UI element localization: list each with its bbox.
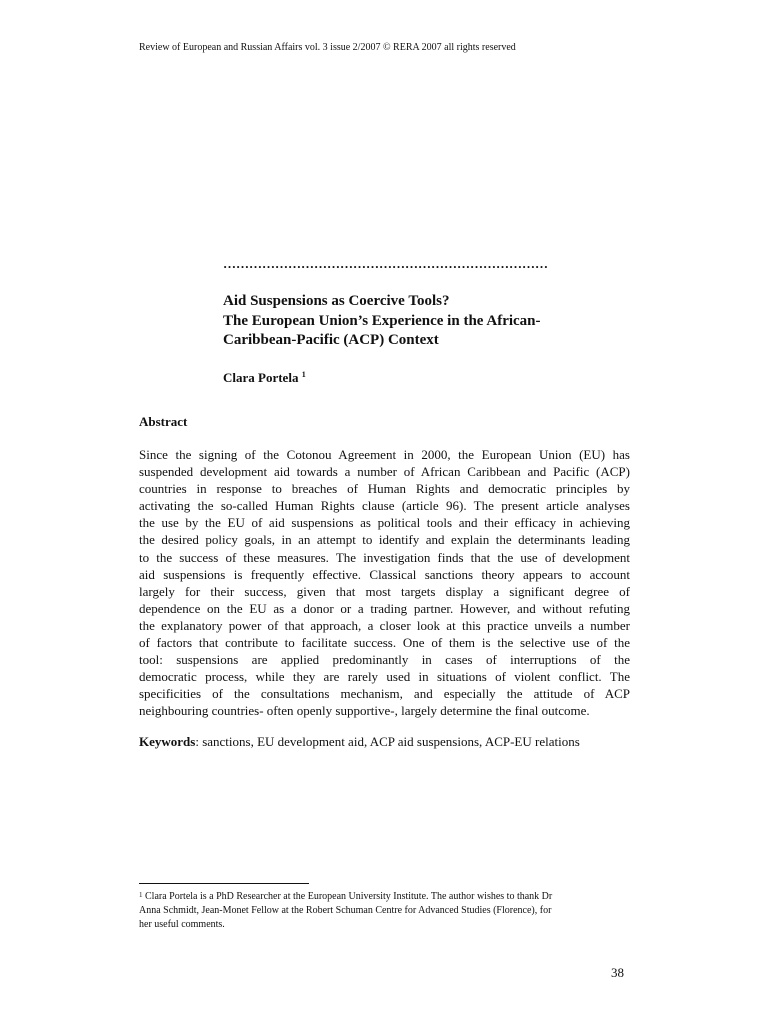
dotted-separator: ………………………………………………………………… <box>223 256 548 271</box>
author-footnote-mark[interactable]: 1 <box>301 369 306 379</box>
abstract-line: activating the so-called Human Rights clause (article 96). The present article analyses <box>139 498 630 514</box>
page-number: 38 <box>611 965 624 980</box>
abstract-line: the use by the EU of aid suspensions as political tools and their efficacy in achieving <box>139 515 630 531</box>
title-block <box>223 256 643 386</box>
abstract-body <box>139 446 630 720</box>
footnote-line <box>139 890 630 904</box>
footnote-text: Clara Portela is a PhD Researcher at the European University Institute. The author wishes to thank Dr <box>142 891 553 902</box>
footnote-line: her useful comments. <box>139 919 225 930</box>
footnote <box>139 890 630 932</box>
abstract-line: the desired policy goals, in an attempt to identify and explain the determinants leading <box>139 532 630 548</box>
author-name: Clara Portela <box>223 369 299 385</box>
abstract-line: aid suspensions is frequently effective. Classical sanctions theory appears to account <box>139 566 630 582</box>
keywords-text: : sanctions, EU development aid, ACP aid suspensions, ACP-EU relations <box>195 734 580 749</box>
title-line: Caribbean-Pacific (ACP) Context <box>223 332 439 348</box>
article-title <box>223 292 643 351</box>
abstract-line: dependence on the EU as a donor or a trading partner. However, and without refuting <box>139 600 630 616</box>
abstract-line: democratic process, while they are rarely used in situations of violent conflict. The <box>139 669 630 685</box>
footnote-divider <box>139 883 309 884</box>
abstract-heading: Abstract <box>139 414 188 429</box>
running-header: Review of European and Russian Affairs vol. 3 issue 2/2007 © RERA 2007 all rights reserved <box>139 42 516 53</box>
abstract-line: specificities of the consultations mechanism, and especially the attitude of ACP <box>139 686 630 702</box>
footnote-line: Anna Schmidt, Jean-Monet Fellow at the Robert Schuman Centre for Advanced Studies (Florence), for <box>139 905 552 916</box>
abstract-line: the explanatory power of that approach, a closer look at this practice unveils a number <box>139 617 630 633</box>
abstract-line: tool: suspensions are applied predominantly in cases of interruptions of the <box>139 652 630 668</box>
abstract-line: neighbouring countries- often openly supportive-, largely determine the final outcome. <box>139 703 590 719</box>
abstract-line: largely for their success, given that most targets display a significant degree of <box>139 583 630 599</box>
abstract-line: countries in response to breaches of Human Rights and democratic principles by <box>139 481 630 497</box>
abstract-line: of factors that contribute to facilitate success. One of them is the selective use of the <box>139 635 630 651</box>
title-line: The European Union’s Experience in the African- <box>223 312 541 329</box>
keywords-label: Keywords <box>139 734 196 749</box>
abstract-line: to the success of these measures. The investigation finds that the use of development <box>139 549 630 565</box>
abstract-line: suspended development aid towards a number of African Caribbean and Pacific (ACP) <box>139 464 630 480</box>
keywords-line <box>139 734 580 750</box>
title-line: Aid Suspensions as Coercive Tools? <box>223 293 450 309</box>
author-line <box>223 370 643 386</box>
footnote-mark: 1 <box>139 891 143 899</box>
abstract-line: Since the signing of the Cotonou Agreement in 2000, the European Union (EU) has <box>139 447 630 462</box>
